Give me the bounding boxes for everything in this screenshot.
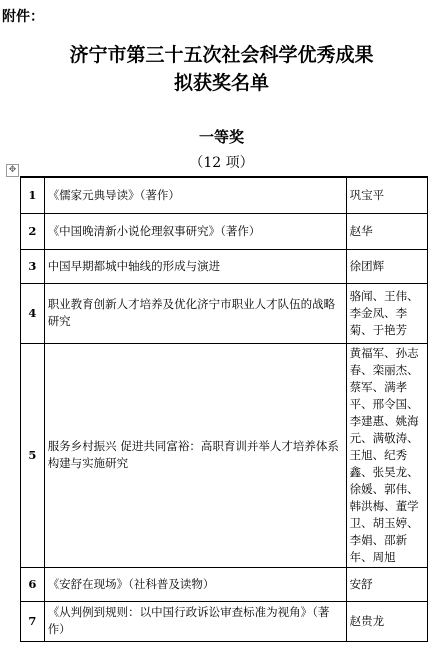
author-names: 赵贵龙 xyxy=(346,601,427,641)
row-number: 7 xyxy=(21,601,45,641)
row-number: 1 xyxy=(21,177,45,213)
table-row xyxy=(21,249,428,283)
author-names: 巩宝平 xyxy=(346,177,427,213)
author-names: 骆闻、王伟、李金凤、李菊、于艳芳 xyxy=(346,283,427,343)
achievement-title: 职业教育创新人才培养及优化济宁市职业人才队伍的战略研究 xyxy=(44,283,346,343)
row-number: 3 xyxy=(21,249,45,283)
table-row xyxy=(21,177,428,213)
achievement-title: 《儒家元典导读》（著作） xyxy=(44,177,346,213)
table-row xyxy=(21,283,428,343)
author-names: 安舒 xyxy=(346,567,427,601)
table-row xyxy=(21,213,428,249)
table-row xyxy=(21,567,428,601)
row-number: 2 xyxy=(21,213,45,249)
author-names: 赵华 xyxy=(346,213,427,249)
section-count: （12 项） xyxy=(189,155,254,171)
award-table xyxy=(20,176,428,642)
achievement-title: 《安舒在现场》（社科普及读物） xyxy=(44,567,346,601)
section-title: 一等奖 xyxy=(198,128,244,146)
achievement-title: 《从判例到规则：以中国行政诉讼审查标准为视角》（著作） xyxy=(44,601,346,641)
move-icon[interactable]: ✥ xyxy=(6,164,19,177)
table-row xyxy=(21,343,428,567)
table-row xyxy=(21,601,428,641)
achievement-title: 《中国晚清新小说伦理叙事研究》（著作） xyxy=(44,213,346,249)
author-names: 黄福军、孙志春、栾丽杰、蔡军、满孝平、邢令国、李建惠、姚海元、满敬涛、王旭、纪秀鑫、张昊龙、徐媛、郭伟、韩洪梅、董学卫、胡玉婷、李娟、邵新年、周旭 xyxy=(346,343,427,567)
page-title-line2: 拟获奖名单 xyxy=(173,72,269,94)
row-number: 5 xyxy=(21,343,45,567)
author-names: 徐团辉 xyxy=(346,249,427,283)
page-title-line1: 济宁市第三十五次社会科学优秀成果 xyxy=(69,44,374,66)
achievement-title: 服务乡村振兴 促进共同富裕：高职育训并举人才培养体系构建与实施研究 xyxy=(44,343,346,567)
attachment-label: 附件： xyxy=(2,9,44,25)
row-number: 4 xyxy=(21,283,45,343)
row-number: 6 xyxy=(21,567,45,601)
achievement-title: 中国早期都城中轴线的形成与演进 xyxy=(44,249,346,283)
